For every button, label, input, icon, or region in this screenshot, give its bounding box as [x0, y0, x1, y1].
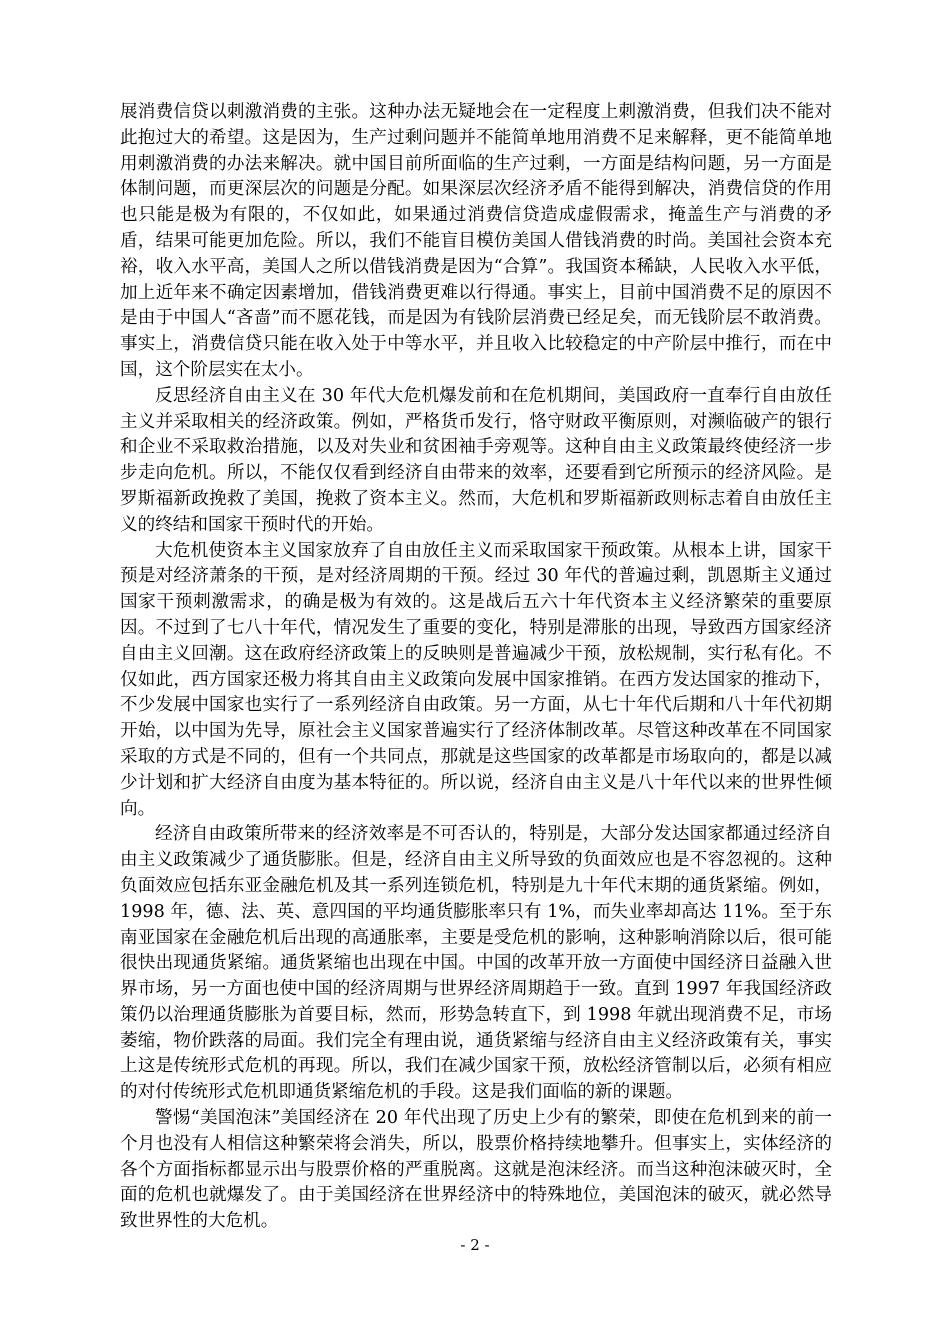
paragraph-state-intervention: 大危机使资本主义国家放弃了自由放任主义而采取国家干预政策。从根本上讲，国家干预是对经济萧条的干预，是对经济周期的干预。经过 30 年代的普遍过剩，凯恩斯主义通过国家干预刺激需求，的确是极为有效的。这是战后五六十年代资本主义经济繁荣的重要原因。不过到了七八十年代，情况发生了重要的变化，特别是滞胀的出现，导致西方国家经济自由主义回潮。这在政府经济政策上的反映则是普遍减少干预，放松规制，实行私有化。不仅如此，西方国家还极力将其自由主义政策向发展中国家推销。在西方发达国家的推动下，不少发展中国家也实行了一系列经济自由政策。另一方面，从七十年代后期和八十年代初期开始，以中国为先导，原社会主义国家普遍实行了经济体制改革。尽管这种改革在不同国家采取的方式是不同的，但有一个共同点，那就是这些国家的改革都是市场取向的，都是以减少计划和扩大经济自由度为基本特征的。所以说，经济自由主义是八十年代以来的世界性倾向。 [120, 540, 832, 819]
paragraph-economic-liberalism: 反思经济自由主义在 30 年代大危机爆发前和在危机期间，美国政府一直奉行自由放任主义并采取相关的经济政策。例如，严格货币发行，恪守财政平衡原则，对濒临破产的银行和企业不采取救治措施，以及对失业和贫困袖手旁观等。这种自由主义政策最终使经济一步步走向危机。所以，不能仅仅看到经济自由带来的效率，还要看到它所预示的经济风险。是罗斯福新政挽救了美国，挽救了资本主义。然而，大危机和罗斯福新政则标志着自由放任主义的终结和国家干预时代的开始。 [120, 385, 832, 535]
paragraph-deflation: 经济自由政策所带来的经济效率是不可否认的，特别是，大部分发达国家都通过经济自由主义政策减少了通货膨胀。但是，经济自由主义所导致的负面效应也是不容忽视的。这种负面效应包括东亚金融危机及其一系列连锁危机，特别是九十年代末期的通货紧缩。例如，1998 年，德、法、英、意四国的平均通货膨胀率只有 1%，而失业率却高达 11%。至于东南亚国家在金融危机后出现的高通胀率，主要是受危机的影响，这种影响消除以后，很可能很快出现通货紧缩。通货紧缩也出现在中国。中国的改革开放一方面使中国经济日益融入世界市场，另一方面也使中国的经济周期与世界经济周期趋于一致。直到 1997 年我国经济政策仍以治理通货膨胀为首要目标，然而，形势急转直下，到 1998 年就出现消费不足，市场萎缩，物价跌落的局面。我们完全有理由说，通货紧缩与经济自由主义经济政策有关，事实上这是传统形式危机的再现。所以，我们在减少国家干预，放松经济管制以后，必须有相应的对付传统形式危机即通货紧缩危机的手段。这是我们面临的新的课题。 [120, 824, 832, 1103]
body-text [120, 100, 832, 1235]
paragraph-american-bubble: 警惕“美国泡沫”美国经济在 20 年代出现了历史上少有的繁荣，即使在危机到来的前一个月也没有人相信这种繁荣将会消失，所以，股票价格持续地攀升。但事实上，实体经济的各个方面指标都显示出与股票价格的严重脱离。这就是泡沫经济。而当这种泡沫破灭时，全面的危机也就爆发了。由于美国经济在世界经济中的特殊地位，美国泡沫的破灭，就必然导致世界性的大危机。 [120, 1108, 832, 1232]
page-number: - 2 - [460, 1236, 490, 1254]
paragraph-consumer-credit: 展消费信贷以刺激消费的主张。这种办法无疑地会在一定程度上刺激消费，但我们决不能对此抱过大的希望。这是因为，生产过剩问题并不能简单地用消费不足来解释，更不能简单地用刺激消费的办法来解决。就中国目前所面临的生产过剩，一方面是结构问题，另一方面是体制问题，而更深层次的问题是分配。如果深层次经济矛盾不能得到解决，消费信贷的作用也只能是极为有限的，不仅如此，如果通过消费信贷造成虚假需求，掩盖生产与消费的矛盾，结果可能更加危险。所以，我们不能盲目模仿美国人借钱消费的时尚。美国社会资本充裕，收入水平高，美国人之所以借钱消费是因为“合算”。我国资本稀缺，人民收入水平低，加上近年来不确定因素增加，借钱消费更难以行得通。事实上，目前中国消费不足的原因不是由于中国人“吝啬”而不愿花钱，而是因为有钱阶层消费已经足矣，而无钱阶层不敢消费。事实上，消费信贷只能在收入处于中等水平，并且收入比较稳定的中产阶层中推行，而在中国，这个阶层实在太小。 [120, 102, 832, 380]
